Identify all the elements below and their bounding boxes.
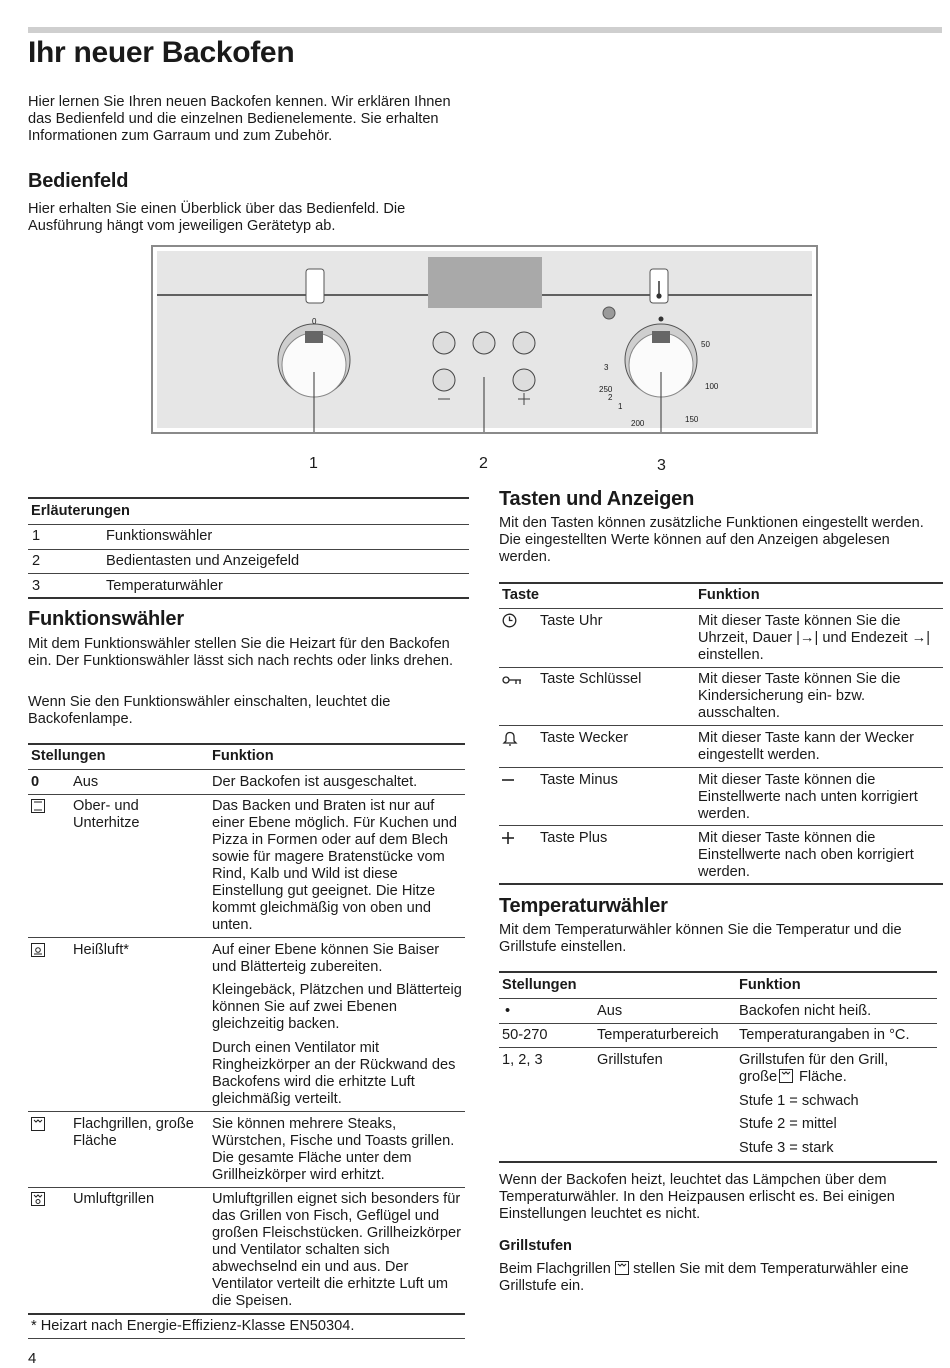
temp-label-150: 150	[685, 415, 699, 424]
tw-func-aus: Backofen nicht heiß.	[739, 1003, 872, 1019]
fw-name-umluftgrillen: Umluftgrillen	[73, 1191, 155, 1207]
erl-text-2: Bedientasten und Anzeigefeld	[106, 553, 300, 569]
tw-name-aus: Aus	[597, 1003, 623, 1019]
fw-name-ober-unter: Ober- und Unterhitze	[73, 798, 140, 831]
grill-large-icon	[615, 1261, 629, 1275]
temp-label-200: 200	[631, 419, 645, 428]
temperaturwaehler-text: Mit dem Temperaturwähler können Sie die Temperatur und die Grillstufe einstellen.	[499, 922, 902, 955]
grill-level-2: 2	[608, 393, 613, 402]
tw-func-grill-c: Fläche.	[799, 1069, 847, 1085]
tasten-name-schluessel: Taste Schlüssel	[540, 671, 642, 687]
bedienfeld-heading: Bedienfeld	[28, 170, 129, 192]
tasten-heading: Tasten und Anzeigen	[499, 488, 695, 510]
grillstufen-heading: Grillstufen	[499, 1238, 572, 1254]
erlaeuterungen-header: Erläuterungen	[31, 503, 130, 519]
fw-func-flachgrillen: Sie können mehrere Steaks, Würstchen, Fische und Toasts grillen. Die gesamte Fläche unter dem Grillheizkörper wird erhitzt.	[212, 1116, 455, 1183]
grillstufen-text: Beim Flachgrillen stellen Sie mit dem Temperaturwähler eine Grillstufe ein.	[499, 1261, 909, 1294]
erl-text-1: Funktionswähler	[106, 528, 213, 544]
temp-label-50: 50	[701, 340, 710, 349]
callout-3: 3	[657, 457, 666, 474]
tw-func-range: Temperaturangaben in °C.	[739, 1027, 910, 1043]
fw-col-stellungen: Stellungen	[31, 748, 106, 764]
tw-pos-grill: 1, 2, 3	[502, 1052, 543, 1068]
tasten-name-plus: Taste Plus	[540, 830, 608, 846]
grill-large-icon	[779, 1069, 793, 1083]
tw-col-stellungen: Stellungen	[502, 977, 577, 993]
tasten-col-taste: Taste	[502, 587, 540, 603]
tw-pos-range: 50-270	[502, 1027, 548, 1043]
key-icon	[502, 675, 522, 685]
funktionswaehler-heading: Funktionswähler	[28, 608, 184, 630]
temperaturwaehler-after: Wenn der Backofen heizt, leuchtet das Lämpchen über dem Temperaturwähler. In den Heizpausen erlischt es. Bei einigen Einstellungen leuchtet es nicht.	[499, 1172, 895, 1222]
funktionswaehler-p1: Mit dem Funktionswähler stellen Sie die Heizart für den Backofen ein. Der Funktionswähler lässt sich nach rechts oder links drehen.	[28, 636, 454, 669]
temp-label-250: 250	[599, 385, 613, 394]
temperaturwaehler-heading: Temperaturwähler	[499, 895, 668, 917]
tasten-name-uhr: Taste Uhr	[540, 613, 603, 629]
tw-func-grill-b: große	[739, 1069, 778, 1085]
dial-zero-label: 0	[312, 317, 317, 326]
intro-text: Hier lernen Sie Ihren neuen Backofen kennen. Wir erklären Ihnen das Bedienfeld und die einzelnen Bedienelemente. Sie erhalten Informationen zum Garraum und zum Zubehör.	[28, 94, 451, 144]
control-panel-illustration	[151, 245, 818, 434]
tasten-name-minus: Taste Minus	[540, 772, 618, 788]
top-rule	[28, 27, 942, 33]
table-rule	[28, 497, 469, 499]
page-number: 4	[28, 1350, 37, 1367]
erl-num-1: 1	[32, 528, 41, 544]
tasten-func-wecker: Mit dieser Taste kann der Wecker eingestellt werden.	[698, 730, 915, 763]
top-bottom-heat-icon	[31, 799, 45, 813]
tw-pos-dot: •	[505, 1003, 511, 1019]
plus-icon	[502, 832, 514, 844]
bell-icon	[502, 730, 518, 746]
convection-grill-icon	[31, 1192, 45, 1206]
tasten-text: Mit den Tasten können zusätzliche Funktionen eingestellt werden. Die eingestellten Werte können auf den Anzeigen abgelesen werden.	[499, 515, 924, 565]
erl-num-2: 2	[32, 553, 41, 569]
erl-text-3: Temperaturwähler	[106, 578, 223, 594]
fw-func-heissluft-3: Durch einen Ventilator mit Ringheizkörper an der Rückwand des Backofens wird die erhitzte Luft gleichmäßig verteilt.	[212, 1040, 456, 1107]
fw-footnote: * Heizart nach Energie-Effizienz-Klasse EN50304.	[31, 1318, 355, 1334]
hot-air-icon	[31, 943, 45, 957]
funktionswaehler-p2: Wenn Sie den Funktionswähler einschalten, leuchtet die Backofenlampe.	[28, 694, 391, 727]
clock-icon	[502, 613, 517, 628]
fw-func-ober-unter: Das Backen und Braten ist nur auf einer Ebene möglich. Für Kuchen und Pizza in Formen oder auf dem Blech sowie für magere Bratenstücke vom Rind, Kalb und Wild ist diese Einstellung gut geeignet. Die Hitze kommt gleichmäßig von oben und unten.	[212, 798, 458, 933]
fw-name-flachgrillen: Flachgrillen, große Fläche	[73, 1116, 194, 1149]
callout-1: 1	[309, 455, 318, 472]
tw-stufe-2: Stufe 2 = mittel	[739, 1116, 837, 1132]
tw-stufe-3: Stufe 3 = stark	[739, 1140, 834, 1156]
tw-name-range: Temperaturbereich	[597, 1027, 719, 1043]
tasten-func-uhr: Mit dieser Taste können Sie die Uhrzeit, Dauer |→| und Endezeit →| einstellen.	[698, 613, 931, 663]
grill-level-3: 3	[604, 363, 609, 372]
fw-name-aus: Aus	[73, 774, 99, 790]
fw-func-heissluft-1: Auf einer Ebene können Sie Baiser und Blätterteig zubereiten.	[212, 942, 440, 975]
fw-name-heissluft: Heißluft*	[73, 942, 129, 958]
tw-func-grill-a: Grillstufen für den Grill,	[739, 1052, 889, 1068]
fw-func-aus: Der Backofen ist ausgeschaltet.	[212, 774, 418, 790]
callout-2: 2	[479, 455, 488, 472]
minus-icon	[502, 778, 514, 782]
tw-name-grill: Grillstufen	[597, 1052, 663, 1068]
tasten-col-funktion: Funktion	[698, 587, 760, 603]
grill-large-icon	[31, 1117, 45, 1131]
tasten-func-minus: Mit dieser Taste können die Einstellwerte nach unten korrigiert werden.	[698, 772, 918, 822]
temp-label-100: 100	[705, 382, 719, 391]
bedienfeld-text: Hier erhalten Sie einen Überblick über das Bedienfeld. Die Ausführung hängt vom jeweiligen Gerätetyp ab.	[28, 201, 406, 234]
fw-func-heissluft-2: Kleingebäck, Plätzchen und Blätterteig können Sie auf zwei Ebenen gleichzeitig backen.	[212, 982, 462, 1032]
fw-col-funktion: Funktion	[212, 748, 274, 764]
tasten-name-wecker: Taste Wecker	[540, 730, 629, 746]
page-title: Ihr neuer Backofen	[28, 36, 295, 69]
tasten-func-plus: Mit dieser Taste können die Einstellwerte nach oben korrigiert werden.	[698, 830, 914, 880]
tw-col-funktion: Funktion	[739, 977, 801, 993]
grill-level-1: 1	[618, 402, 623, 411]
fw-func-umluftgrillen: Umluftgrillen eignet sich besonders für das Grillen von Fisch, Geflügel und großen Fleischstücken. Grillheizkörper und Ventilator schalten sich abwechselnd ein und aus. Der Ventilator verteilt die erhitzte Luft um die Speisen.	[212, 1191, 461, 1309]
tasten-func-schluessel: Mit dieser Taste können Sie die Kindersicherung ein- bzw. ausschalten.	[698, 671, 901, 721]
tw-stufe-1: Stufe 1 = schwach	[739, 1093, 859, 1109]
fw-symbol-zero: 0	[31, 774, 40, 790]
erl-num-3: 3	[32, 578, 41, 594]
